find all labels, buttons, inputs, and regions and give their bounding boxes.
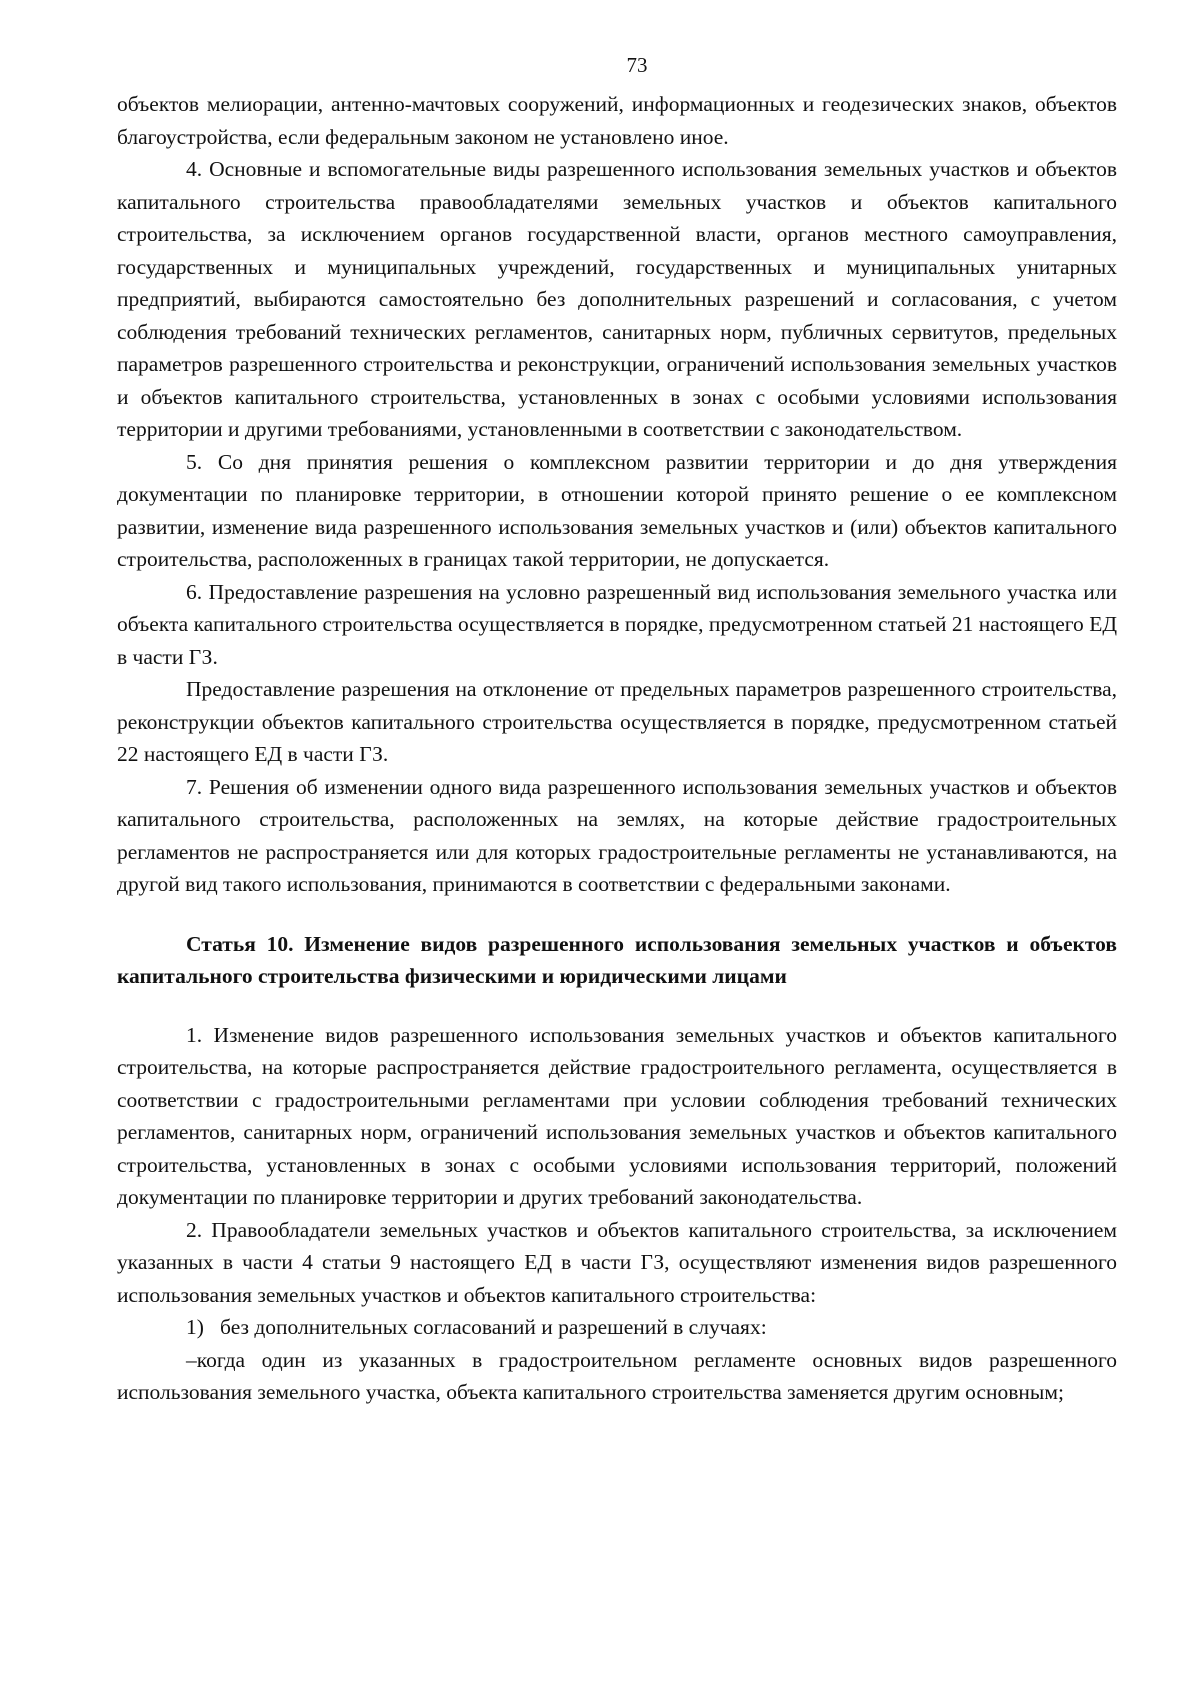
paragraph-item-6: 6. Предоставление разрешения на условно разрешенный вид использования земельного участка или объекта капитального строительства осуществляется в порядке, предусмотренном статьей 21 настоящего ЕД в части ГЗ. (117, 579, 1117, 669)
article-item-2: 2. Правообладатели земельных участков и объектов капитального строительства, за исключением указанных в части 4 статьи 9 настоящего ЕД в части ГЗ, осуществляют изменения видов разрешенного использования земельных участков и объектов капитального строительства: (117, 1217, 1117, 1307)
paragraph-item-4: 4. Основные и вспомогательные виды разрешенного использования земельных участков и объектов капитального строительства правообладателями земельных участков и объектов капитального строительства, за исключением органов государственной власти, органов местного самоуправления, государственных и муниципальных учреждений, государственных и муниципальных унитарных предприятий, выбираются самостоятельно без дополнительных разрешений и согласования, с учетом соблюдения требований технических регламентов, санитарных норм, публичных сервитутов, предельных параметров разрешенного строительства и реконструкции, ограничений использования земельных участков и объектов капитального строительства, установленных в зонах с особыми условиями использования территории и другими требованиями, установленными в соответствии с законодательством. (117, 157, 1117, 441)
paragraph-item-7: 7. Решения об изменении одного вида разрешенного использования земельных участков и объектов капитального строительства, расположенных на землях, на которые действие градостроительных регламентов не распространяется или для которых градостроительные регламенты не устанавливаются, на другой вид такого использования, принимаются в соответствии с федеральными законами. (117, 774, 1117, 896)
document-page (117, 50, 1117, 1409)
paragraph-item-5: 5. Со дня принятия решения о комплексном развитии территории и до дня утверждения документации по планировке территории, в отношении которой принято решение о ее комплексном развитии, изменение вида разрешенного использования земельных участков и (или) объектов капитального строительства, расположенных в границах такой территории, не допускается. (117, 449, 1117, 571)
article-dash-item: –когда один из указанных в градостроительном регламенте основных видов разрешенного использования земельного участка, объекта капитального строительства заменяется другим основным; (117, 1347, 1117, 1404)
article-heading: Статья 10. Изменение видов разрешенного использования земельных участков и объектов капитального строительства физическими и юридическими лицами (117, 931, 1117, 988)
paragraph-continuation: объектов мелиорации, антенно-мачтовых сооружений, информационных и геодезических знаков, объектов благоустройства, если федеральным законом не установлено иное. (117, 92, 1117, 149)
paragraph-item-6-continued: Предоставление разрешения на отклонение от предельных параметров разрешенного строительства, реконструкции объектов капитального строительства осуществляется в порядке, предусмотренном статьей 22 настоящего ЕД в части ГЗ. (117, 677, 1117, 766)
page-number: 73 (626, 53, 648, 77)
article-item-1: 1. Изменение видов разрешенного использования земельных участков и объектов капитального строительства, на которые распространяется действие градостроительного регламента, осуществляется в соответствии с градостроительными регламентами при условии соблюдения требований технических регламентов, санитарных норм, ограничений использования земельных участков и объектов капитального строительства, установленных в зонах с особыми условиями использования территорий, положений документации по планировке территории и других требований законодательства. (117, 1022, 1117, 1209)
article-subitem-1: 1) без дополнительных согласований и разрешений в случаях: (186, 1315, 767, 1339)
